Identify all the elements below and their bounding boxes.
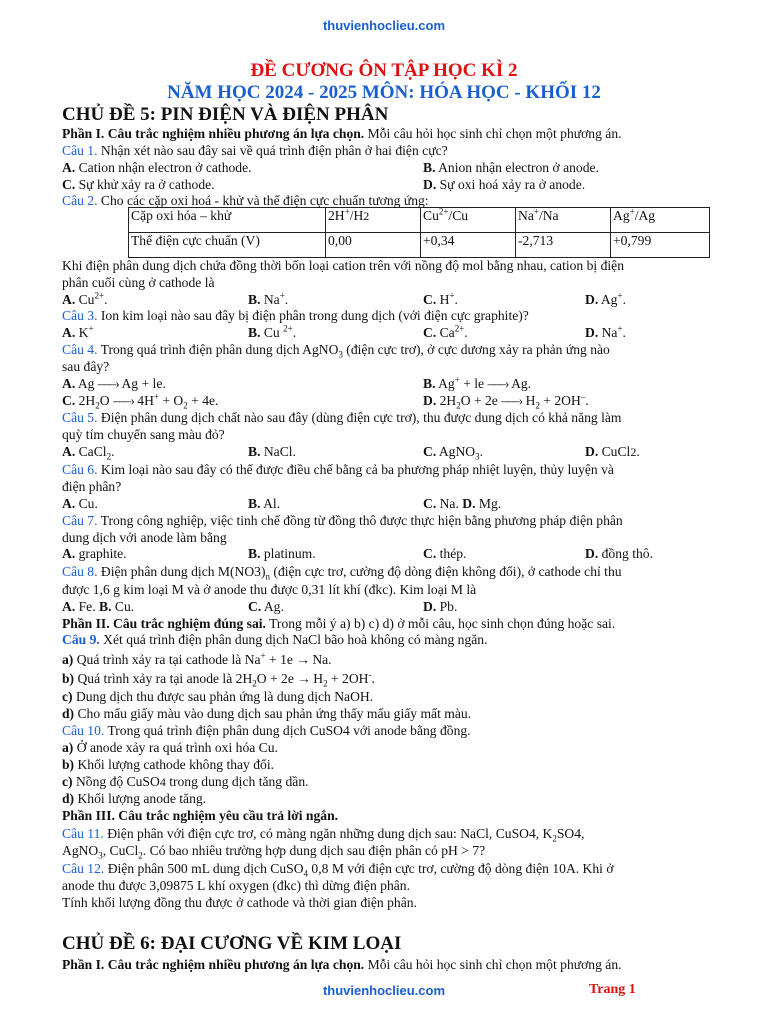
q5-option-a: A. CaCl$_2$. [62,444,115,462]
table-cell: Cặp oxi hóa – khử [129,208,326,233]
q4-option-d: D. $2H_2O + 2e$ –––› $H_2 + 2OH^-$. [423,391,589,411]
question-6: Câu 6. Kim loại nào sau đây có thể được điều chế bằng cả ba phương pháp nhiệt luyện, thủy luyện và [62,462,614,477]
topic6-heading: CHỦ ĐỀ 6: ĐẠI CƯƠNG VỀ KIM LOẠI [62,933,402,954]
q10-statement-b: b) Khối lượng cathode không thay đổi. [62,757,275,772]
document-title: ĐỀ CƯƠNG ÔN TẬP HỌC KÌ 2 [250,60,518,81]
table-cell: +0,799 [611,233,710,258]
q2-option-d: D. Ag+. [585,290,626,307]
q10-statement-c: c) Nồng độ CuSO4 trong dung dịch tăng dần. [62,774,309,789]
q9-statement-b: b) Quá trình xảy ra tại anode là $2H_2O + 2e \to H_2 + 2OH^-$. [62,669,375,689]
q4-continuation: sau đây? [62,359,110,374]
question-2: Câu 2. Cho các cặp oxi hoá - khử và thế điện cực chuẩn tương ứng: [62,193,429,208]
page-number: Trang 1 [589,982,636,997]
q9-statement-a: a) Quá trình xảy ra tại cathode là Na+ + 1e → Na. [62,650,332,667]
part1-instruction: Phần I. Câu trắc nghiệm nhiều phương án lựa chọn. Mỗi câu hỏi học sinh chỉ chọn một phương án. [62,126,622,141]
header-site[interactable]: thuvienhoclieu.com [322,18,446,33]
question-8: Câu 8. Điện phân dung dịch $M(NO3)_n$ (điện cực trơ, cường độ dòng điện không đổi), ở cathode chỉ thu [62,564,622,582]
q7-continuation: dung dịch với anode làm bằng [62,530,227,545]
table-cell: 0,00 [326,233,421,258]
q5-continuation: quỳ tím chuyển sang màu đỏ? [62,427,225,442]
document-subtitle: NĂM HỌC 2024 - 2025 MÔN: HÓA HỌC - KHỐI 12 [167,82,601,103]
q1-option-c: C. Sự khử xảy ra ở cathode. [62,177,215,192]
table-cell: Ag+/Ag [611,208,710,233]
q4-option-c: C. $2H_2O$ –––› $4H^+ + O_2 + 4e$. [62,391,219,411]
q3-option-d: D. Na+. [585,323,626,340]
q8-option-ab: A. Fe. B. Cu. [62,599,135,614]
q3-option-c: C. $Ca^{2+}$. [423,323,468,340]
q7-option-b: B. platinum. [248,546,316,561]
table-cell: Thế điện cực chuẩn (V) [129,233,326,258]
q8-continuation: được 1,6 g kim loại M và ở anode thu được 0,31 lít khí (đkc). Kim loại M là [62,582,477,597]
part3-instruction: Phần III. Câu trắc nghiệm yêu cầu trả lời ngắn. [62,808,339,823]
table-cell: +0,34 [421,233,516,258]
q8-option-d: D. Pb. [423,599,458,614]
table-cell: $Cu^{2+}/Cu$ [421,208,516,233]
q3-option-a: A. K+ [62,323,94,340]
q5-option-c: C. AgNO$_3$. [423,444,484,462]
q7-option-d: D. đồng thô. [585,546,653,561]
q5-option-d: D. CuCl2. [585,444,640,459]
topic6-part1-instruction: Phần I. Câu trắc nghiệm nhiều phương án lựa chọn. Mỗi câu hỏi học sinh chỉ chọn một phương án. [62,957,622,972]
q12-continuation-1: anode thu được 3,09875 L khí oxygen (đkc) thì dừng điện phân. [62,878,410,893]
question-9: Câu 9. Xét quá trình điện phân dung dịch NaCl bão hoà không có màng ngăn. [62,632,488,647]
q3-option-b: B. Cu $^{2+}$. [248,323,297,340]
question-5: Câu 5. Điện phân dung dịch chất nào sau đây (dùng điện cực trơ), thu được dung dịch có khả năng làm [62,410,622,425]
q2-option-c: C. H+. [423,290,458,307]
q1-option-d: D. Sự oxi hoá xảy ra ở anode. [423,177,586,192]
question-1: Câu 1. Nhận xét nào sau đây sai về quá trình điện phân ở hai điện cực? [62,143,448,158]
q6-continuation: điện phân? [62,479,122,494]
q7-option-a: A. graphite. [62,546,127,561]
q2-continuation-2: phân cuối cùng ở cathode là [62,275,215,290]
q1-option-b: B. Anion nhận electron ở anode. [423,160,599,175]
q2-option-a: A. $Cu^{2+}$. [62,290,108,307]
table-cell: Na+/Na [516,208,611,233]
question-7: Câu 7. Trong công nghiệp, việc tinh chế đồng từ đồng thô được thực hiện bằng phương pháp điện phân [62,513,623,528]
q6-option-b: B. Al. [248,496,281,511]
q10-statement-a: a) Ở anode xảy ra quá trình oxi hóa Cu. [62,740,278,755]
q6-option-cd: C. Na. D. Mg. [423,496,502,511]
q11-continuation: AgNO$_3$, CuCl$_2$. Có bao nhiêu trường hợp dung dịch sau điện phân có pH > 7? [62,843,486,861]
q7-option-c: C. thép. [423,546,467,561]
q2-option-b: B. Na+. [248,290,289,307]
part2-instruction: Phần II. Câu trắc nghiệm đúng sai. Trong mỗi ý a) b) c) d) ở mỗi câu, học sinh chọn đúng hoặc sai. [62,616,616,631]
question-12: Câu 12. Điện phân 500 mL dung dịch CuSO$_4$ 0,8 M với điện cực trơ, cường độ dòng điện 10A. Khi ở [62,861,614,879]
q10-statement-d: d) Khối lượng anode tăng. [62,791,207,806]
q1-options-row1: A. Cation nhận electron ở cathode. [62,160,252,175]
question-3: Câu 3. Ion kim loại nào sau đây bị điện phân trong dung dịch (với điện cực graphite)? [62,308,529,323]
footer-site[interactable]: thuvienhoclieu.com [322,983,446,998]
q4-option-a: A. Ag –––› Ag + le. [62,376,166,391]
question-10: Câu 10. Trong quá trình điện phân dung dịch CuSO4 với anode bằng đồng. [62,723,471,738]
q4-option-b: B. Ag+ + le –––› Ag. [423,374,532,391]
table-cell: 2H+/H2 [326,208,421,233]
q12-continuation-2: Tính khối lượng đồng thu được ở cathode và thời gian điện phân. [62,895,417,910]
electrode-potential-table [128,207,710,258]
q2-continuation-1: Khi điện phân dung dịch chứa đồng thời bốn loại cation trên với nồng độ mol bằng nhau, cation bị điện [62,258,624,273]
table-cell: -2,713 [516,233,611,258]
q9-statement-d: d) Cho mẩu giấy màu vào dung dịch sau phản ứng thấy mẩu giấy mất màu. [62,706,472,721]
q6-option-a: A. Cu. [62,496,98,511]
topic5-heading: CHỦ ĐỀ 5: PIN ĐIỆN VÀ ĐIỆN PHÂN [62,104,389,125]
q9-statement-c: c) Dung dịch thu được sau phản ứng là dung dịch NaOH. [62,689,374,704]
question-4: Câu 4. Trong quá trình điện phân dung dịch AgNO$_3$ (điện cực trơ), ở cực dương xảy ra phản ứng nào [62,342,610,360]
q5-option-b: B. NaCl. [248,444,296,459]
question-11: Câu 11. Điện phân với điện cực trơ, có màng ngăn những dung dịch sau: NaCl, CuSO4, $K_2SO4$, [62,826,585,844]
q8-option-c: C. Ag. [248,599,284,614]
